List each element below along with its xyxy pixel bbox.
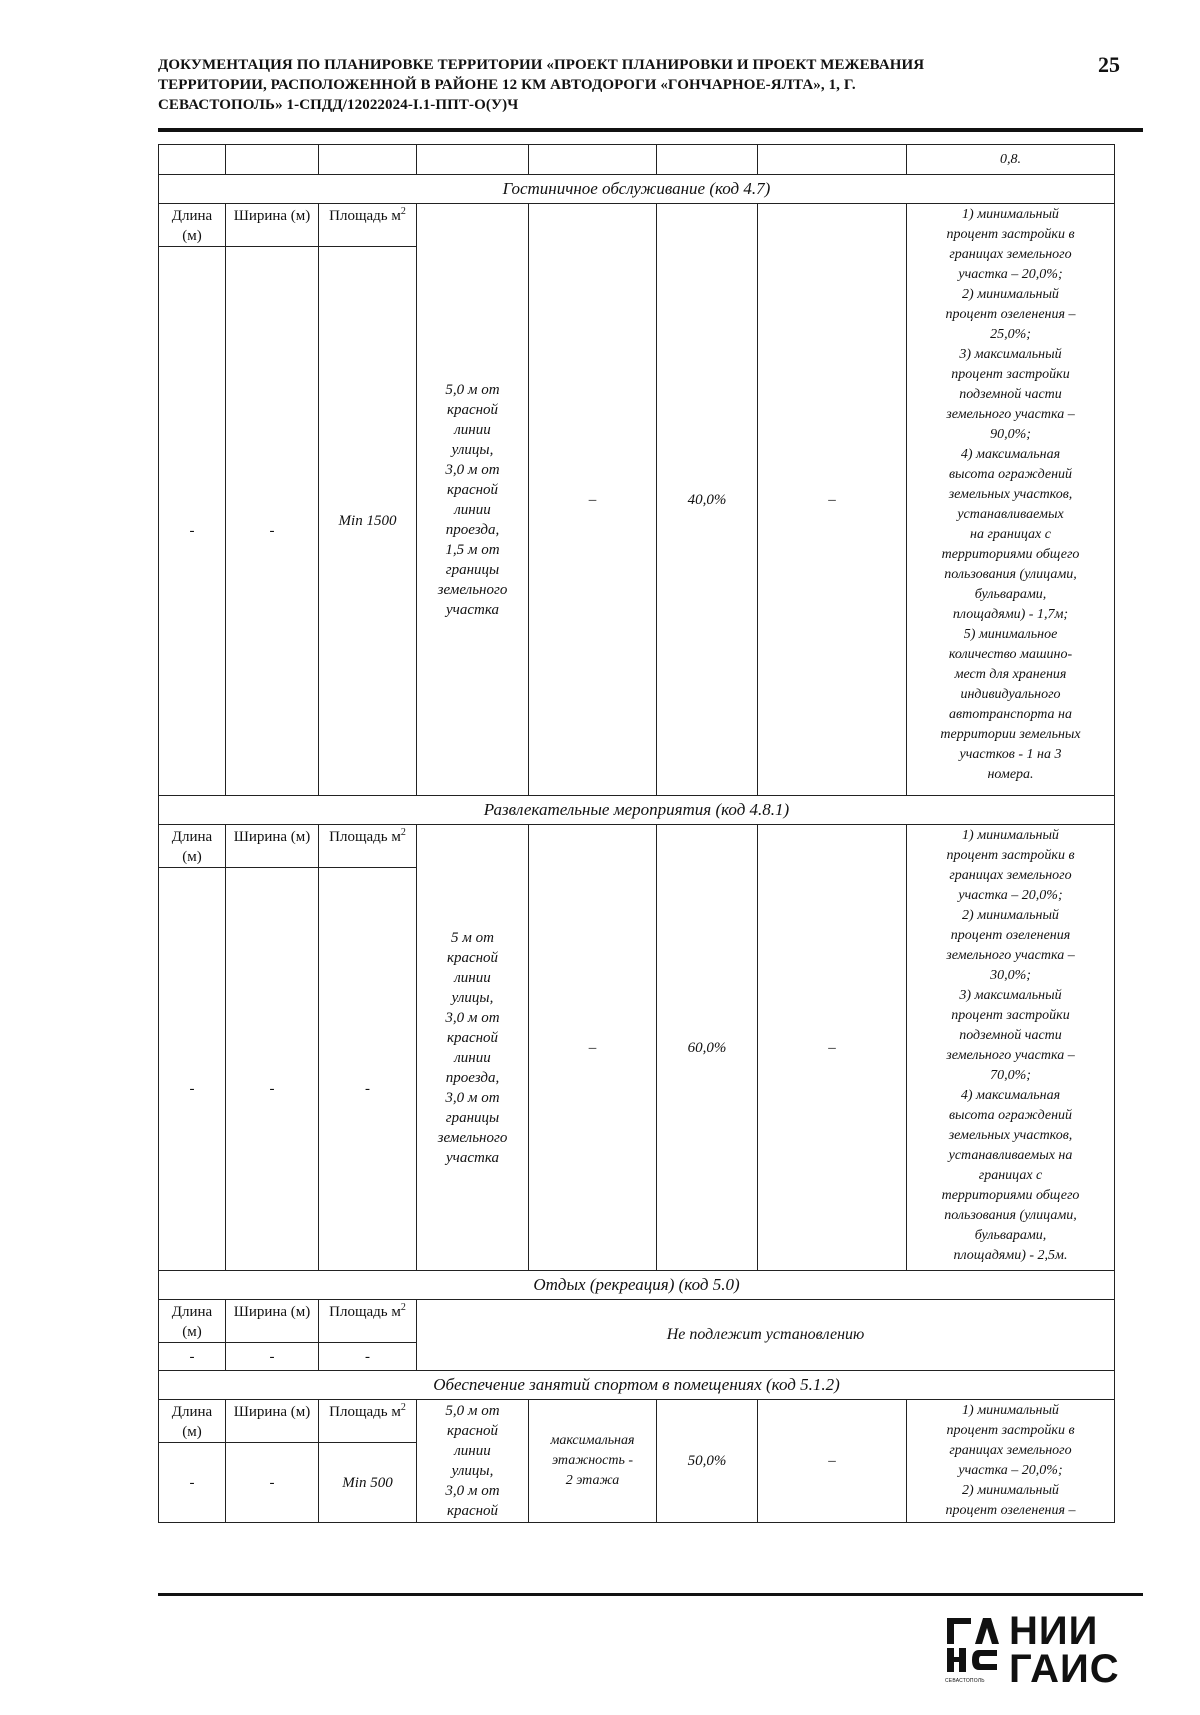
section-title: Отдых (рекреация) (код 5.0) — [159, 1271, 1115, 1300]
header-line-1: ДОКУМЕНТАЦИЯ ПО ПЛАНИРОВКЕ ТЕРРИТОРИИ «ПРОЕКТ ПЛАНИРОВКИ И ПРОЕКТ МЕЖЕВАНИЯ — [158, 57, 925, 73]
note-line: площадями) - 2,5м. — [953, 1248, 1068, 1263]
note-line: 90,0%; — [990, 427, 1031, 442]
note-line: 4) максимальная — [960, 447, 1061, 462]
setback-line: проезда, — [445, 1069, 500, 1086]
width-value: - — [226, 868, 319, 1271]
note-line: 1) минимальный — [962, 828, 1059, 843]
length-value: - — [159, 1443, 226, 1523]
section-title: Обеспечение занятий спортом в помещениях (код 5.1.2) — [159, 1371, 1115, 1400]
floors-line: этажность - — [551, 1453, 634, 1468]
setback-line: 3,0 м от — [445, 1483, 500, 1499]
note-line: 30,0%; — [990, 968, 1031, 983]
note-line: устанавливаемых — [957, 507, 1064, 522]
notes-cell — [907, 204, 1115, 796]
note-line: участков - 1 на 3 — [959, 747, 1062, 762]
note-line: индивидуального — [960, 687, 1061, 702]
area-value: Min 1500 — [319, 247, 417, 796]
setback-line: участка — [446, 1149, 499, 1166]
area-value: Min 500 — [319, 1443, 417, 1523]
setback-line: красной — [446, 1029, 499, 1046]
col-header-width: Ширина (м) — [226, 1300, 319, 1343]
note-line: 2) минимальный — [962, 287, 1059, 302]
note-line: процент озеленения — [950, 928, 1071, 943]
setback-line: красной — [446, 949, 499, 966]
not-set-cell: Не подлежит установлению — [417, 1300, 1115, 1371]
coverage-cell: 60,0% — [657, 825, 758, 1271]
section-title: Гостиничное обслуживание (код 4.7) — [159, 175, 1115, 204]
logo-text — [1009, 1609, 1120, 1691]
floors-line: максимальная — [550, 1433, 635, 1448]
table-row — [159, 825, 1115, 868]
note-line: подземной части — [959, 387, 1062, 402]
col-header-length: Длина (м) — [159, 825, 226, 868]
header-divider — [158, 128, 1143, 132]
note-line: границах земельного — [949, 247, 1072, 262]
note-line: участка – 20,0%; — [958, 267, 1063, 282]
col-header-length: Длина (м) — [159, 1400, 226, 1443]
note-line: земельного участка – — [946, 407, 1075, 422]
floors-cell: – — [529, 204, 657, 796]
col-header-area: Площадь $м^2$ — [319, 825, 417, 868]
logo-text-top: НИИ — [1009, 1609, 1099, 1653]
note-line: на границах с — [970, 527, 1051, 542]
table-row — [159, 1400, 1115, 1443]
col-header-width: Ширина (м) — [226, 825, 319, 868]
header-line-2: ТЕРРИТОРИИ, РАСПОЛОЖЕННОЙ В РАЙОНЕ 12 КМ АВТОДОРОГИ «ГОНЧАРНОЕ-ЯЛТА», 1, Г. — [158, 77, 856, 93]
note-line: 1) минимальный — [962, 207, 1059, 222]
setback-line: линии — [454, 1049, 491, 1066]
setback-cell — [417, 204, 529, 796]
note-line: 70,0%; — [990, 1068, 1031, 1083]
note-line: мест для хранения — [954, 667, 1067, 682]
table-row — [159, 1300, 1115, 1343]
col-header-area: Площадь $м^2$ — [319, 1400, 417, 1443]
length-value: - — [159, 247, 226, 796]
area-value: - — [319, 1343, 417, 1371]
setback-line: 3,0 м от — [445, 1009, 500, 1026]
setback-line: 5 м от — [451, 929, 494, 946]
note-line: 3) максимальный — [959, 988, 1062, 1003]
setback-line: красной — [446, 1423, 499, 1439]
note-line: процент застройки — [951, 367, 1070, 382]
length-value: - — [159, 868, 226, 1271]
floors-cell: – — [529, 825, 657, 1271]
note-line: автотранспорта на — [949, 707, 1072, 722]
document-header — [158, 55, 1068, 115]
setback-line: линии — [454, 969, 491, 986]
width-value: - — [226, 1343, 319, 1371]
regulations-table — [158, 144, 1115, 1523]
note-line: подземной части — [959, 1028, 1062, 1043]
table-row-continuation — [159, 145, 1115, 175]
width-value: - — [226, 247, 319, 796]
setback-line: 5,0 м от — [445, 1403, 500, 1419]
note-line: участка – 20,0%; — [958, 888, 1063, 903]
note-line: номера. — [987, 767, 1034, 782]
logo-mark-icon — [945, 1616, 999, 1674]
section-title-row — [159, 796, 1115, 825]
setback-line: 1,5 м от — [445, 541, 500, 558]
note-line: бульварами, — [974, 587, 1047, 602]
note-line: площадями) - 1,7м; — [952, 607, 1069, 622]
setback-line: улицы, — [451, 989, 494, 1006]
note-line: процент застройки в — [946, 227, 1075, 242]
note-line: земельного участка – — [946, 948, 1075, 963]
setback-line: красной — [446, 401, 499, 418]
note-line: процент застройки в — [946, 1423, 1075, 1438]
note-line: земельного участка – — [946, 1048, 1075, 1063]
setback-line: улицы, — [451, 441, 494, 458]
section-title-row — [159, 1371, 1115, 1400]
floors-cell — [529, 1400, 657, 1523]
note-line: устанавливаемых на — [948, 1148, 1073, 1163]
note-line: 25,0%; — [990, 327, 1031, 342]
logo-caption: СЕВАСТОПОЛЬ — [945, 1678, 985, 1684]
note-line: 1) минимальный — [962, 1403, 1059, 1418]
setback-line: проезда, — [445, 521, 500, 538]
setback-line: участка — [446, 601, 499, 618]
footer-divider — [158, 1593, 1143, 1596]
note-line: бульварами, — [974, 1228, 1047, 1243]
section-title-row — [159, 1271, 1115, 1300]
setback-line: красной — [446, 481, 499, 498]
note-line: территориями общего — [941, 1188, 1080, 1203]
setback-line: земельного — [437, 581, 508, 598]
note-line: процент застройки в — [946, 848, 1075, 863]
note-line: 3) максимальный — [959, 347, 1062, 362]
note-line: количество машино- — [948, 647, 1073, 662]
note-line: территориями общего — [941, 547, 1080, 562]
area-value: - — [319, 868, 417, 1271]
coverage-cell: 50,0% — [657, 1400, 758, 1523]
note-line: процент застройки — [951, 1008, 1070, 1023]
continuation-note: 0,8. — [907, 145, 1115, 175]
width-value: - — [226, 1443, 319, 1523]
col-header-width: Ширина (м) — [226, 204, 319, 247]
note-line: участка – 20,0%; — [958, 1463, 1063, 1478]
col-header-length: Длина (м) — [159, 204, 226, 247]
height-cell: – — [758, 204, 907, 796]
note-line: территории земельных — [940, 727, 1081, 742]
note-line: 4) максимальная — [960, 1088, 1061, 1103]
note-line: процент озеленения – — [945, 1503, 1076, 1518]
setback-cell — [417, 1400, 529, 1523]
note-line: пользования (улицами, — [944, 1208, 1077, 1223]
note-line: границах с — [978, 1168, 1043, 1183]
header-line-3: СЕВАСТОПОЛЬ» 1-СПДД/12022024-I.1-ППТ-О(У)Ч — [158, 97, 519, 113]
col-header-length: Длина (м) — [159, 1300, 226, 1343]
setback-line: земельного — [437, 1129, 508, 1146]
setback-line: красной — [446, 1503, 499, 1519]
note-line: 5) минимальное — [963, 627, 1058, 642]
note-line: высота ограждений — [948, 1108, 1073, 1123]
setback-line: 3,0 м от — [445, 461, 500, 478]
col-header-width: Ширина (м) — [226, 1400, 319, 1443]
nii-gais-logo — [945, 1609, 1125, 1691]
note-line: границах земельного — [949, 1443, 1072, 1458]
page-number: 25 — [1098, 52, 1120, 77]
setback-line: границы — [445, 561, 500, 578]
note-line: 2) минимальный — [962, 1483, 1059, 1498]
note-line: земельных участков, — [948, 487, 1073, 502]
setback-line: 5,0 м от — [445, 381, 500, 398]
notes-cell — [907, 1400, 1115, 1523]
setback-line: линии — [454, 421, 491, 438]
height-cell: – — [758, 1400, 907, 1523]
note-line: процент озеленения – — [945, 307, 1076, 322]
section-title: Развлекательные мероприятия (код 4.8.1) — [159, 796, 1115, 825]
col-header-area: Площадь $м^2$ — [319, 1300, 417, 1343]
notes-cell — [907, 825, 1115, 1271]
height-cell: – — [758, 825, 907, 1271]
logo-text-bottom: ГАИС — [1009, 1647, 1120, 1691]
length-value: - — [159, 1343, 226, 1371]
setback-cell — [417, 825, 529, 1271]
note-line: 2) минимальный — [962, 908, 1059, 923]
floors-line: 2 этажа — [565, 1473, 620, 1488]
setback-line: 3,0 м от — [445, 1089, 500, 1106]
note-line: земельных участков, — [948, 1128, 1073, 1143]
setback-line: улицы, — [451, 1463, 494, 1479]
col-header-area: Площадь $м^2$ — [319, 204, 417, 247]
setback-line: линии — [454, 501, 491, 518]
setback-line: границы — [445, 1109, 500, 1126]
coverage-cell: 40,0% — [657, 204, 758, 796]
table-row — [159, 204, 1115, 247]
section-title-row — [159, 175, 1115, 204]
note-line: пользования (улицами, — [944, 567, 1077, 582]
note-line: высота ограждений — [948, 467, 1073, 482]
note-line: границах земельного — [949, 868, 1072, 883]
setback-line: линии — [454, 1443, 491, 1459]
